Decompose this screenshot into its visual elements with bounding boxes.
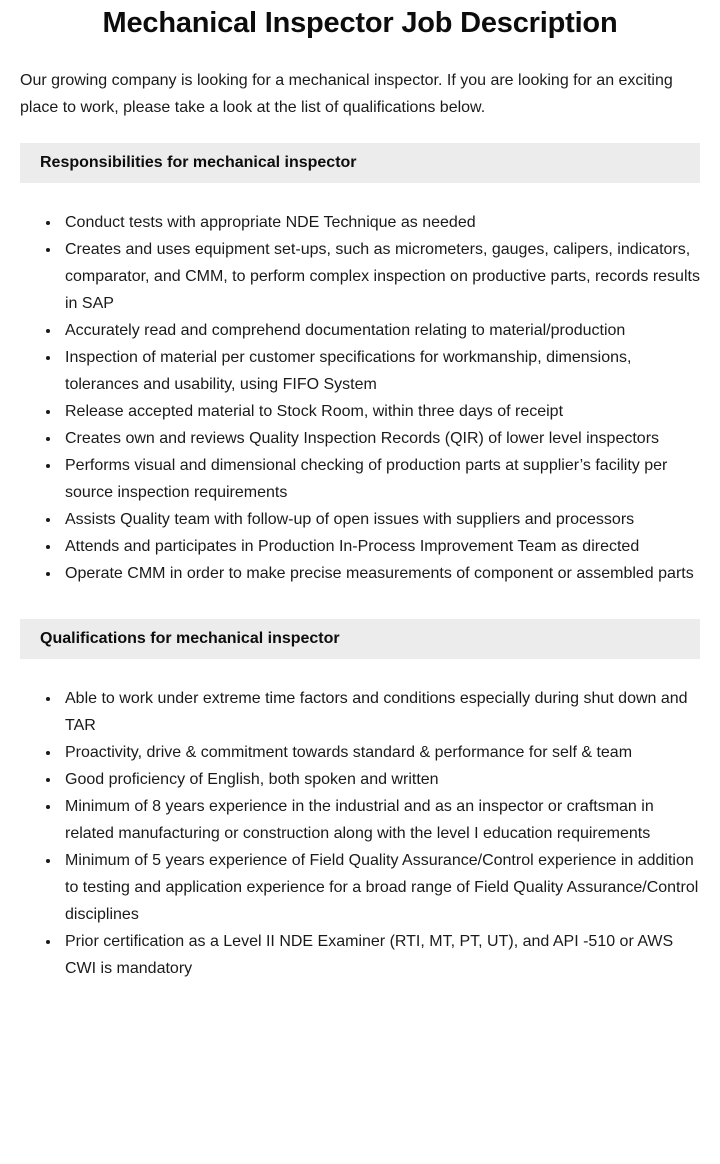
- section-heading-qualifications-text: Qualifications for mechanical inspector: [40, 629, 340, 647]
- section-heading-qualifications: [20, 619, 700, 659]
- section-heading-responsibilities-text: Responsibilities for mechanical inspector: [40, 153, 357, 171]
- intro-paragraph: Our growing company is looking for a mechanical inspector. If you are looking for an exciting place to work, please take a look at the list of qualifications below.: [20, 71, 673, 116]
- qualifications-list: [20, 685, 700, 982]
- list-item: • Assists Quality team with follow-up of open issues with suppliers and processors: [61, 506, 700, 533]
- list-item: • Creates and uses equipment set-ups, such as micrometers, gauges, calipers, indicators, comparator, and CMM, to perform complex inspection on productive parts, records results in SAP: [61, 236, 700, 317]
- list-item: • Release accepted material to Stock Room, within three days of receipt: [61, 398, 700, 425]
- list-item: • Performs visual and dimensional checking of production parts at supplier’s facility per source inspection requirements: [61, 452, 700, 506]
- list-item: • Attends and participates in Production In-Process Improvement Team as directed: [61, 533, 700, 560]
- list-item: • Inspection of material per customer specifications for workmanship, dimensions, tolerances and usability, using FIFO System: [61, 344, 700, 398]
- list-item: • Proactivity, drive & commitment towards standard & performance for self & team: [61, 739, 700, 766]
- section-heading-responsibilities: [20, 143, 700, 183]
- list-item: • Conduct tests with appropriate NDE Technique as needed: [61, 209, 700, 236]
- list-item: • Minimum of 5 years experience of Field Quality Assurance/Control experience in addition to testing and application experience for a broad range of Field Quality Assurance/Control disciplines: [61, 847, 700, 928]
- list-item: • Prior certification as a Level II NDE Examiner (RTI, MT, PT, UT), and API -510 or AWS CWI is mandatory: [61, 928, 700, 982]
- list-item: • Accurately read and comprehend documentation relating to material/production: [61, 317, 700, 344]
- list-item: • Good proficiency of English, both spoken and written: [61, 766, 700, 793]
- list-item: • Minimum of 8 years experience in the industrial and as an inspector or craftsman in related manufacturing or construction along with the level I education requirements: [61, 793, 700, 847]
- list-item: • Operate CMM in order to make precise measurements of component or assembled parts: [61, 560, 700, 587]
- responsibilities-list: [20, 209, 700, 587]
- list-item: • Creates own and reviews Quality Inspection Records (QIR) of lower level inspectors: [61, 425, 700, 452]
- list-item: • Able to work under extreme time factors and conditions especially during shut down and TAR: [61, 685, 700, 739]
- page-title: Mechanical Inspector Job Description: [102, 7, 618, 39]
